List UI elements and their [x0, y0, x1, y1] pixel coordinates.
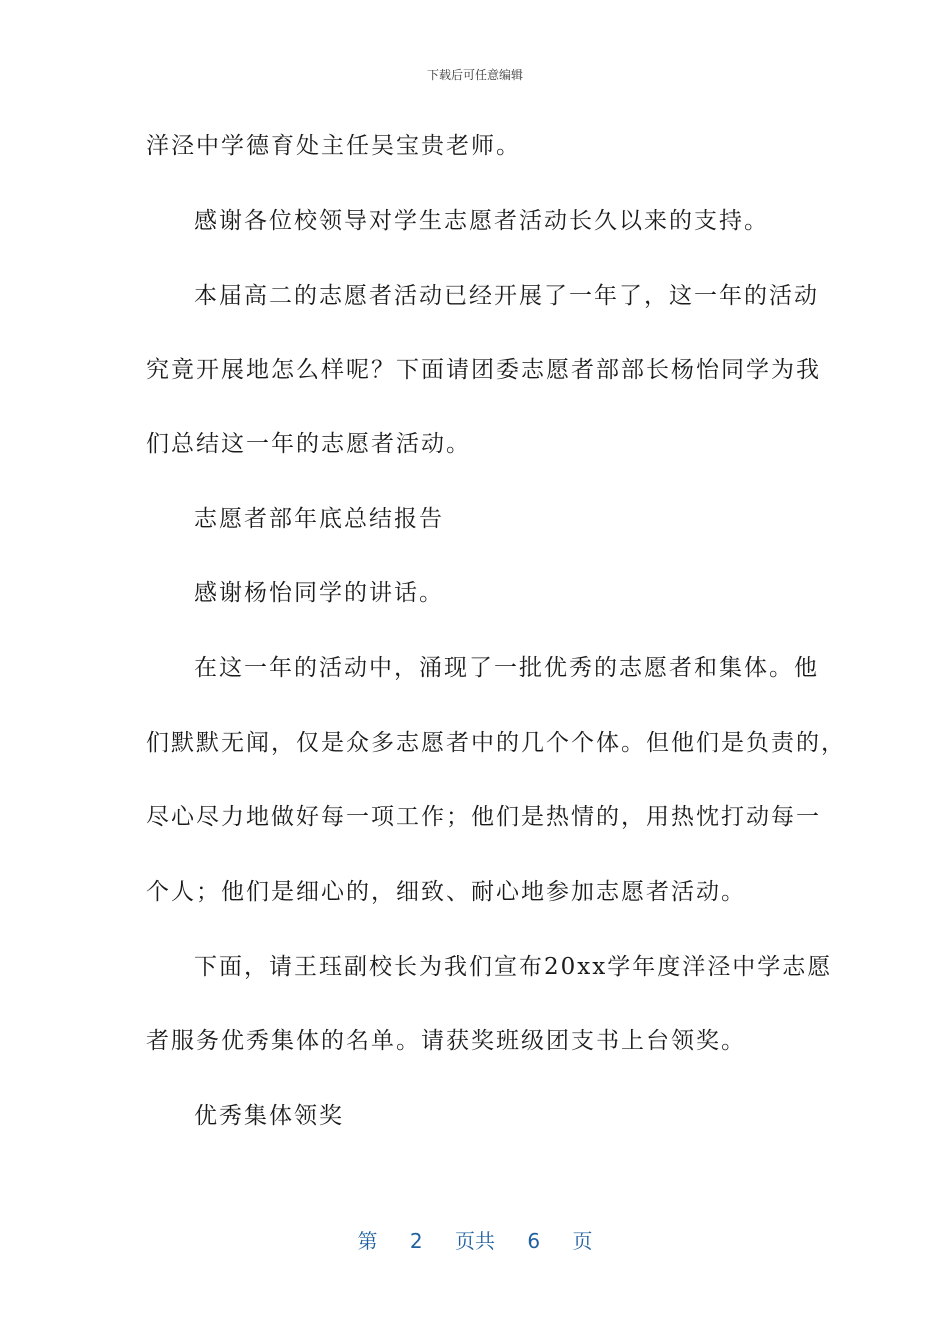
- total-pages-number: 6: [527, 1229, 541, 1253]
- paragraph-line: 志愿者部年底总结报告: [194, 506, 444, 532]
- page-prefix: 第: [357, 1229, 378, 1253]
- paragraph-line: 们默默无闻，仅是众多志愿者中的几个个体。但他们是负责的，: [146, 730, 846, 756]
- paragraph-line: 尽心尽力地做好每一项工作；他们是热情的，用热忱打动每一: [146, 804, 821, 830]
- paragraph-line: 在这一年的活动中，涌现了一批优秀的志愿者和集体。他: [194, 655, 819, 681]
- paragraph-line: 优秀集体领奖: [194, 1103, 344, 1129]
- paragraph-line: 个人；他们是细心的，细致、耐心地参加志愿者活动。: [146, 879, 746, 905]
- page-header: 下载后可任意编辑: [426, 68, 523, 82]
- paragraph-line: 感谢各位校领导对学生志愿者活动长久以来的支持。: [194, 208, 769, 234]
- current-page-number: 2: [409, 1229, 423, 1253]
- page-mid: 页共: [455, 1229, 495, 1253]
- paragraph-line: 感谢杨怡同学的讲话。: [194, 580, 444, 606]
- page-suffix: 页: [572, 1229, 593, 1253]
- paragraph-line: 本届高二的志愿者活动已经开展了一年了，这一年的活动: [194, 283, 819, 309]
- paragraph-line: 们总结这一年的志愿者活动。: [146, 431, 471, 457]
- paragraph-line: 者服务优秀集体的名单。请获奖班级团支书上台领奖。: [146, 1028, 746, 1054]
- paragraph-line: 究竟开展地怎么样呢？下面请团委志愿者部部长杨怡同学为我: [146, 357, 821, 383]
- paragraph-line: 下面，请王珏副校长为我们宣布20xx学年度洋泾中学志愿: [194, 954, 833, 980]
- paragraph-line: 洋泾中学德育处主任吴宝贵老师。: [146, 133, 521, 159]
- page-footer: [0, 1225, 950, 1254]
